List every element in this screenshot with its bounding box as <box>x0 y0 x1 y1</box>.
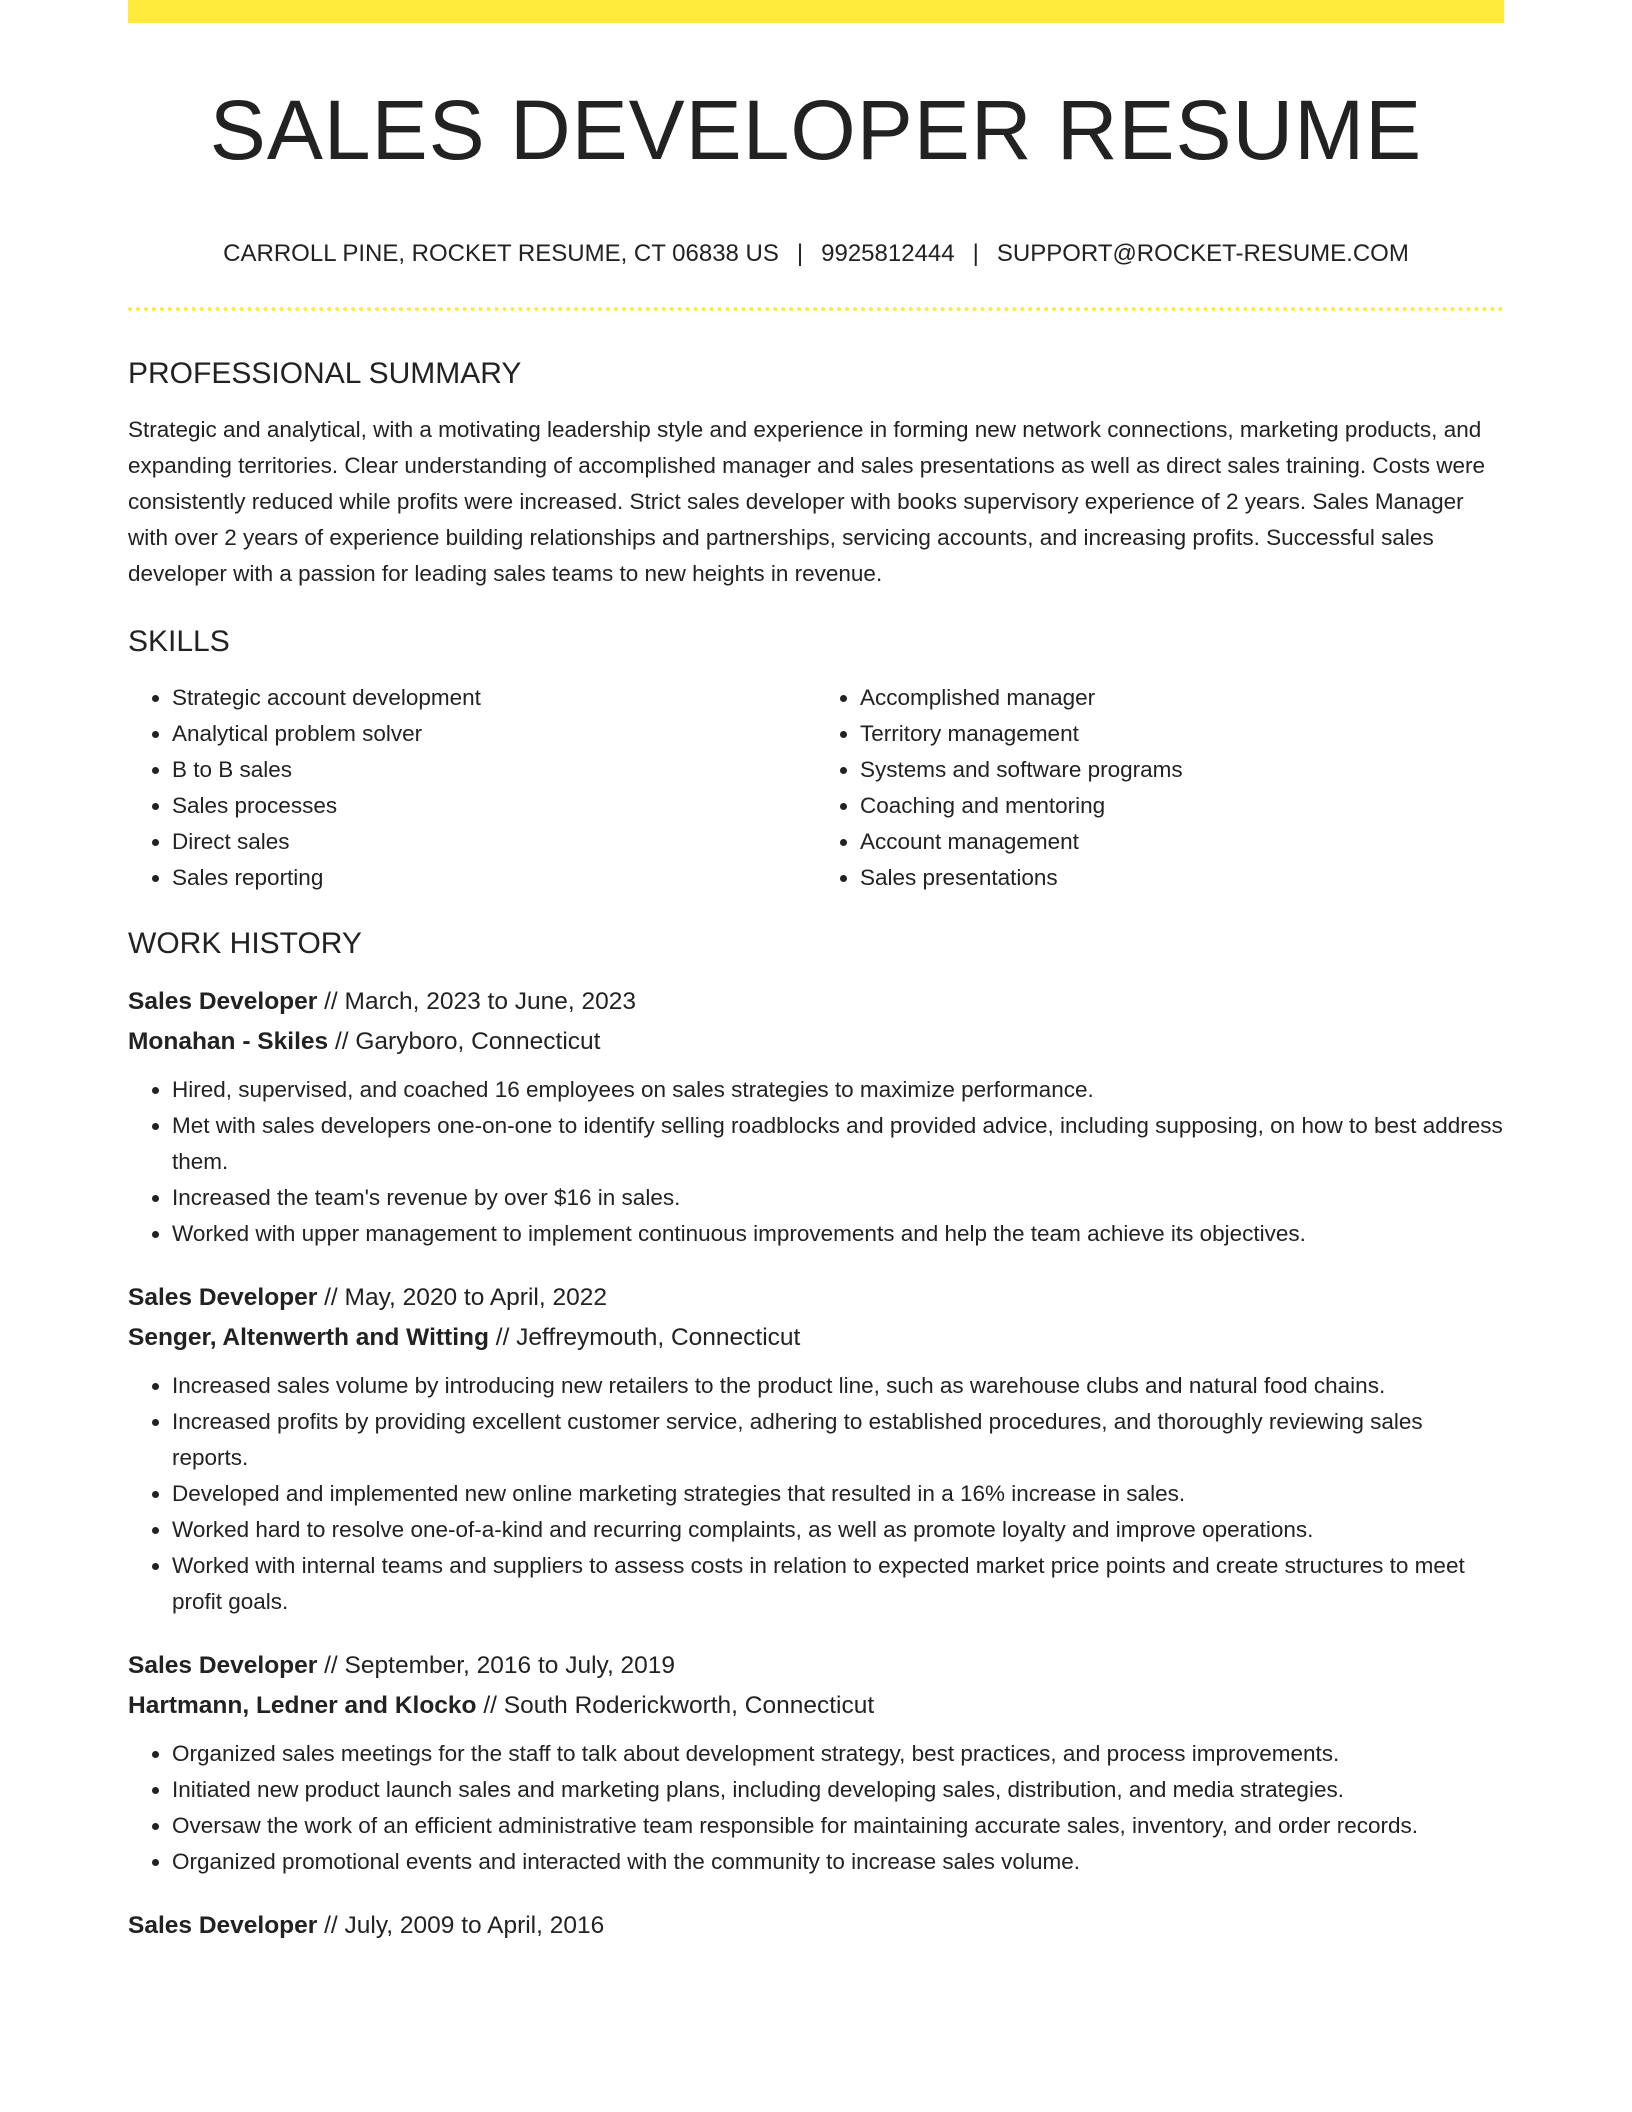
skill-item: • Accomplished manager <box>860 680 1504 716</box>
job-title: Sales Developer <box>128 1912 318 1939</box>
skills-grid <box>128 680 1504 896</box>
skill-item: • Sales reporting <box>172 860 816 896</box>
top-accent-bar <box>128 0 1504 23</box>
job-bullet: • Met with sales developers one-on-one to identify selling roadblocks and provided advice, including supposing, on how to best address them. <box>172 1108 1504 1180</box>
skills-heading: SKILLS <box>128 625 230 658</box>
skills-list-left <box>128 680 816 896</box>
skill-item: • B to B sales <box>172 752 816 788</box>
contact-line <box>128 236 1504 272</box>
skill-item: • Sales presentations <box>860 860 1504 896</box>
job-company-line <box>128 1022 1504 1062</box>
skill-item: • Territory management <box>860 716 1504 752</box>
job-company: Hartmann, Ledner and Klocko <box>128 1692 477 1719</box>
job-entry <box>128 1906 1504 1946</box>
job-bullet: • Organized promotional events and interacted with the community to increase sales volume. <box>172 1844 1504 1880</box>
job-bullet: • Increased sales volume by introducing new retailers to the product line, such as warehouse clubs and natural food chains. <box>172 1368 1504 1404</box>
job-title-line <box>128 1646 1504 1686</box>
job-company-line <box>128 1318 1504 1358</box>
summary-text: Strategic and analytical, with a motivating leadership style and experience in forming new network connections, marketing products, and expanding territories. Clear understanding of accomplished manager and sales presentations as well as direct sales training. Costs were consistently reduced while profits were increased. Strict sales developer with books supervisory experience of 2 years. Sales Manager with over 2 years of experience building relationships and partnerships, servicing accounts, and increasing profits. Successful sales developer with a passion for leading sales teams to new heights in revenue. <box>128 417 1485 586</box>
job-dates: // July, 2009 to April, 2016 <box>317 1912 605 1939</box>
job-location: // Garyboro, Connecticut <box>328 1028 601 1055</box>
job-bullet: • Hired, supervised, and coached 16 employees on sales strategies to maximize performance. <box>172 1072 1504 1108</box>
skills-list-right <box>816 680 1504 896</box>
job-bullets <box>128 1368 1504 1620</box>
resume-page <box>128 0 1504 2112</box>
job-bullet: • Worked hard to resolve one-of-a-kind and recurring complaints, as well as promote loyalty and improve operations. <box>172 1512 1504 1548</box>
job-bullet: • Increased profits by providing excellent customer service, adhering to established procedures, and thoroughly reviewing sales reports. <box>172 1404 1504 1476</box>
skill-item: • Strategic account development <box>172 680 816 716</box>
contact-separator: | <box>972 240 979 267</box>
job-bullet: • Increased the team's revenue by over $16 in sales. <box>172 1180 1504 1216</box>
job-bullets <box>128 1736 1504 1880</box>
job-entry <box>128 982 1504 1252</box>
job-company: Monahan - Skiles <box>128 1028 329 1055</box>
job-dates: // May, 2020 to April, 2022 <box>317 1284 607 1311</box>
job-entry <box>128 1646 1504 1880</box>
job-title: Sales Developer <box>128 1652 318 1679</box>
job-title: Sales Developer <box>128 1284 318 1311</box>
contact-phone: 9925812444 <box>821 240 955 267</box>
summary-heading: PROFESSIONAL SUMMARY <box>128 357 522 390</box>
skills-column-right <box>816 680 1504 896</box>
skill-item: • Sales processes <box>172 788 816 824</box>
skill-item: • Coaching and mentoring <box>860 788 1504 824</box>
job-company: Senger, Altenwerth and Witting <box>128 1324 489 1351</box>
work-history-heading: WORK HISTORY <box>128 927 362 960</box>
skills-column-left <box>128 680 816 896</box>
job-company-line <box>128 1686 1504 1726</box>
job-bullets <box>128 1072 1504 1252</box>
skill-item: • Analytical problem solver <box>172 716 816 752</box>
job-location: // South Roderickworth, Connecticut <box>476 1692 875 1719</box>
job-bullet: • Worked with internal teams and suppliers to assess costs in relation to expected market price points and create structures to meet profit goals. <box>172 1548 1504 1620</box>
job-bullet: • Worked with upper management to implement continuous improvements and help the team achieve its objectives. <box>172 1216 1504 1252</box>
job-dates: // September, 2016 to July, 2019 <box>317 1652 676 1679</box>
contact-separator: | <box>796 240 804 267</box>
job-title-line <box>128 1906 1504 1946</box>
job-bullet: • Organized sales meetings for the staff to talk about development strategy, best practices, and process improvements. <box>172 1736 1504 1772</box>
job-title-line <box>128 1278 1504 1318</box>
contact-address: CARROLL PINE, ROCKET RESUME, CT 06838 US <box>223 240 779 267</box>
skill-item: • Account management <box>860 824 1504 860</box>
job-dates: // March, 2023 to June, 2023 <box>317 988 637 1015</box>
job-title-line <box>128 982 1504 1022</box>
skill-item: • Systems and software programs <box>860 752 1504 788</box>
header-divider <box>128 307 1504 311</box>
resume-content <box>128 352 1504 1972</box>
job-bullet: • Oversaw the work of an efficient administrative team responsible for maintaining accurate sales, inventory, and order records. <box>172 1808 1504 1844</box>
job-title: Sales Developer <box>128 988 318 1015</box>
job-bullet: • Developed and implemented new online marketing strategies that resulted in a 16% increase in sales. <box>172 1476 1504 1512</box>
job-location: // Jeffreymouth, Connecticut <box>488 1324 801 1351</box>
page-title: SALES DEVELOPER RESUME <box>209 83 1423 177</box>
skill-item: • Direct sales <box>172 824 816 860</box>
job-entry <box>128 1278 1504 1620</box>
contact-email: SUPPORT@ROCKET-RESUME.COM <box>996 240 1409 267</box>
job-bullet: • Initiated new product launch sales and marketing plans, including developing sales, distribution, and media strategies. <box>172 1772 1504 1808</box>
